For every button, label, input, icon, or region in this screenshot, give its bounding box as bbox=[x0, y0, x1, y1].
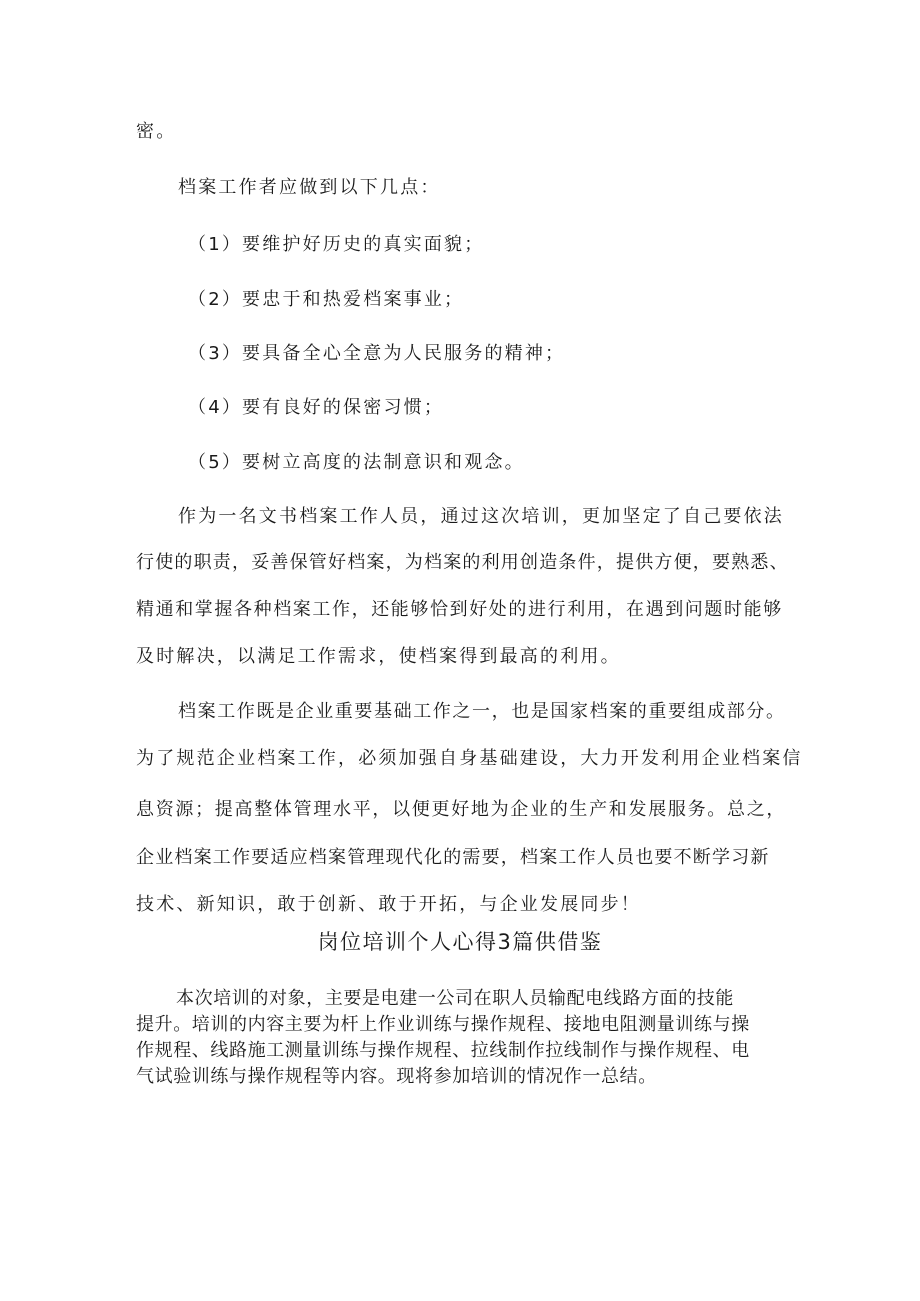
list-item: （1）要维护好历史的真实面貌； bbox=[188, 234, 485, 255]
paragraph-line: 息资源；提高整体管理水平，以便更好地为企业的生产和发展服务。总之， bbox=[136, 799, 787, 820]
paragraph-line: 及时解决，以满足工作需求，使档案得到最高的利用。 bbox=[136, 646, 621, 667]
paragraph-line: 气试验训练与操作规程等内容。现将参加培训的情况作一总结。 bbox=[136, 1066, 657, 1087]
list-item: （5）要树立高度的法制意识和观念。 bbox=[188, 452, 525, 473]
paragraph-tail: 密。 bbox=[136, 121, 177, 142]
paragraph-line: 为了规范企业档案工作，必须加强自身基础建设，大力开发利用企业档案信 bbox=[136, 748, 803, 769]
paragraph-line: 提升。培训的内容主要为杆上作业训练与操作规程、接地电阻测量训练与操 bbox=[136, 1014, 750, 1035]
list-item: （4）要有良好的保密习惯； bbox=[188, 397, 445, 418]
paragraph-line: 作为一名文书档案工作人员，通过这次培训，更加坚定了自己要依法 bbox=[178, 506, 784, 527]
paragraph-line: 技术、新知识，敢于创新、敢于开拓，与企业发展同步！ bbox=[136, 894, 641, 915]
paragraph-line: 行使的职责，妥善保管好档案，为档案的利用创造条件，提供方便，要熟悉、 bbox=[136, 552, 789, 573]
list-intro: 档案工作者应做到以下几点： bbox=[178, 177, 441, 198]
list-item: （2）要忠于和热爱档案事业； bbox=[188, 289, 465, 310]
paragraph-line: 作规程、线路施工测量训练与操作规程、拉线制作拉线制作与操作规程、电 bbox=[136, 1040, 750, 1061]
paragraph-line: 本次培训的对象，主要是电建一公司在职人员输配电线路方面的技能 bbox=[176, 988, 734, 1009]
paragraph-line: 精通和掌握各种档案工作，还能够恰到好处的进行利用，在遇到问题时能够 bbox=[136, 599, 783, 620]
paragraph-line: 档案工作既是企业重要基础工作之一，也是国家档案的重要组成部分。 bbox=[178, 701, 786, 722]
paragraph-line: 企业档案工作要适应档案管理现代化的需要，档案工作人员也要不断学习新 bbox=[136, 847, 770, 868]
list-item: （3）要具备全心全意为人民服务的精神； bbox=[188, 343, 566, 364]
section-title: 岗位培训个人心得3篇供借鉴 bbox=[317, 930, 603, 954]
